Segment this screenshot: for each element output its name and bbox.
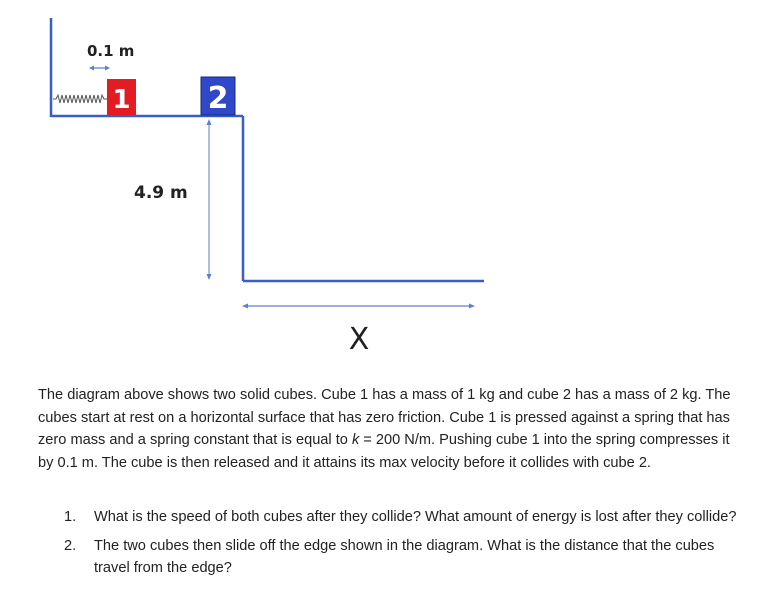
height-arrow: [207, 119, 212, 280]
problem-text-part-1: The diagram above shows two solid cubes. Cube 1 has a mass of 1 kg and cube 2 has a mass of 2 kg. The cubes start at rest on a horizontal surface that has zero friction. Cube 1 is pressed against a spring that has zero mass and a spring constant that is equal to: [38, 387, 731, 449]
problem-statement: [38, 384, 742, 474]
question-list: [64, 506, 754, 586]
question-item: [64, 535, 754, 580]
height-label: 4.9 m: [134, 183, 188, 203]
question-number: 2.: [64, 537, 77, 554]
distance-label: X: [348, 322, 370, 357]
cube-1-label: 1: [112, 85, 131, 115]
distance-arrow: [242, 304, 475, 309]
cube-2-label: 2: [207, 81, 229, 116]
spring: [53, 95, 107, 103]
question-item: [64, 506, 754, 529]
compression-arrow: [89, 66, 110, 71]
problem-text-part-2: = 200 N/m. Pushing cube 1 into the spring compresses it by 0.1 m. The cube is then released and it attains its max velocity before it collides with cube 2.: [38, 432, 730, 471]
spring-constant-symbol: k: [351, 432, 360, 449]
spring-compression-label: 0.1 m: [87, 42, 135, 60]
question-text: The two cubes then slide off the edge shown in the diagram. What is the distance that the cubes travel from the edge?: [94, 537, 715, 577]
question-text: What is the speed of both cubes after they collide? What amount of energy is lost after they collide?: [94, 509, 737, 525]
question-number: 1.: [64, 509, 77, 525]
